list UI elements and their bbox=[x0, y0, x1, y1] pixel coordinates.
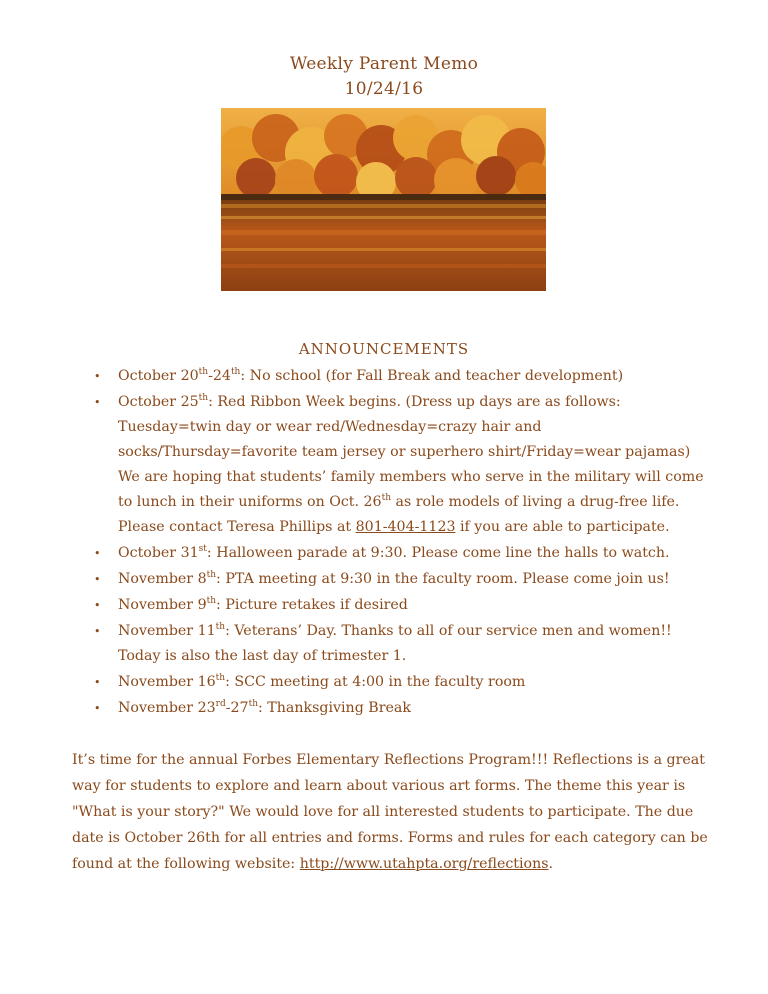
list-item: • October 25th: Red Ribbon Week begins. (Dress up days are as follows: Tuesday=twin day or wear red/Wednesday=crazy hair and socks/Thursday=favorite team jersey or superhero shirt/Friday=wear pajamas) We are hoping that students’ family members who serve in the military will come to lunch in their uniforms on Oct. 26th as role models of living a drug-free life. Please contact Teresa Phillips at 801-404-1123 if you are able to participate. bbox=[118, 390, 708, 540]
list-item: • November 9th: Picture retakes if desired bbox=[118, 593, 708, 618]
bullet-icon: • bbox=[94, 625, 101, 638]
list-item: • November 16th: SCC meeting at 4:00 in the faculty room bbox=[118, 670, 708, 695]
list-item: • October 31st: Halloween parade at 9:30. Please come line the halls to watch. bbox=[118, 541, 708, 566]
list-item: • November 23rd-27th: Thanksgiving Break bbox=[118, 696, 708, 721]
bullet-icon: • bbox=[94, 396, 101, 409]
list-item: • October 20th-24th: No school (for Fall Break and teacher development) bbox=[118, 364, 708, 389]
bullet-icon: • bbox=[94, 547, 101, 560]
announcements-list bbox=[94, 364, 708, 722]
list-item: • November 11th: Veterans’ Day. Thanks to all of our service men and women!! Today is also the last day of trimester 1. bbox=[118, 619, 708, 669]
memo-title: Weekly Parent Memo bbox=[289, 54, 479, 74]
announcements-heading: ANNOUNCEMENTS bbox=[298, 340, 470, 358]
memo-date: 10/24/16 bbox=[344, 79, 424, 99]
phone-link[interactable]: 801-404-1123 bbox=[355, 519, 456, 535]
autumn-lake-reflection-image bbox=[221, 108, 546, 291]
reflections-paragraph: It’s time for the annual Forbes Elementary Reflections Program!!! Reflections is a great way for students to explore and learn about various art forms. The theme this year is "What is your story?" We would love for all interested students to participate. The due date is October 26th for all entries and forms. Forms and rules for each category can be found at the following website: http://www.utahpta.org/reflections. bbox=[72, 752, 708, 872]
bullet-icon: • bbox=[94, 573, 101, 586]
memo-header bbox=[0, 52, 768, 102]
bullet-icon: • bbox=[94, 702, 101, 715]
bullet-icon: • bbox=[94, 370, 101, 383]
list-item: • November 8th: PTA meeting at 9:30 in the faculty room. Please come join us! bbox=[118, 567, 708, 592]
bullet-icon: • bbox=[94, 676, 101, 689]
reflections-link[interactable]: http://www.utahpta.org/reflections bbox=[299, 856, 549, 872]
bullet-icon: • bbox=[94, 599, 101, 612]
